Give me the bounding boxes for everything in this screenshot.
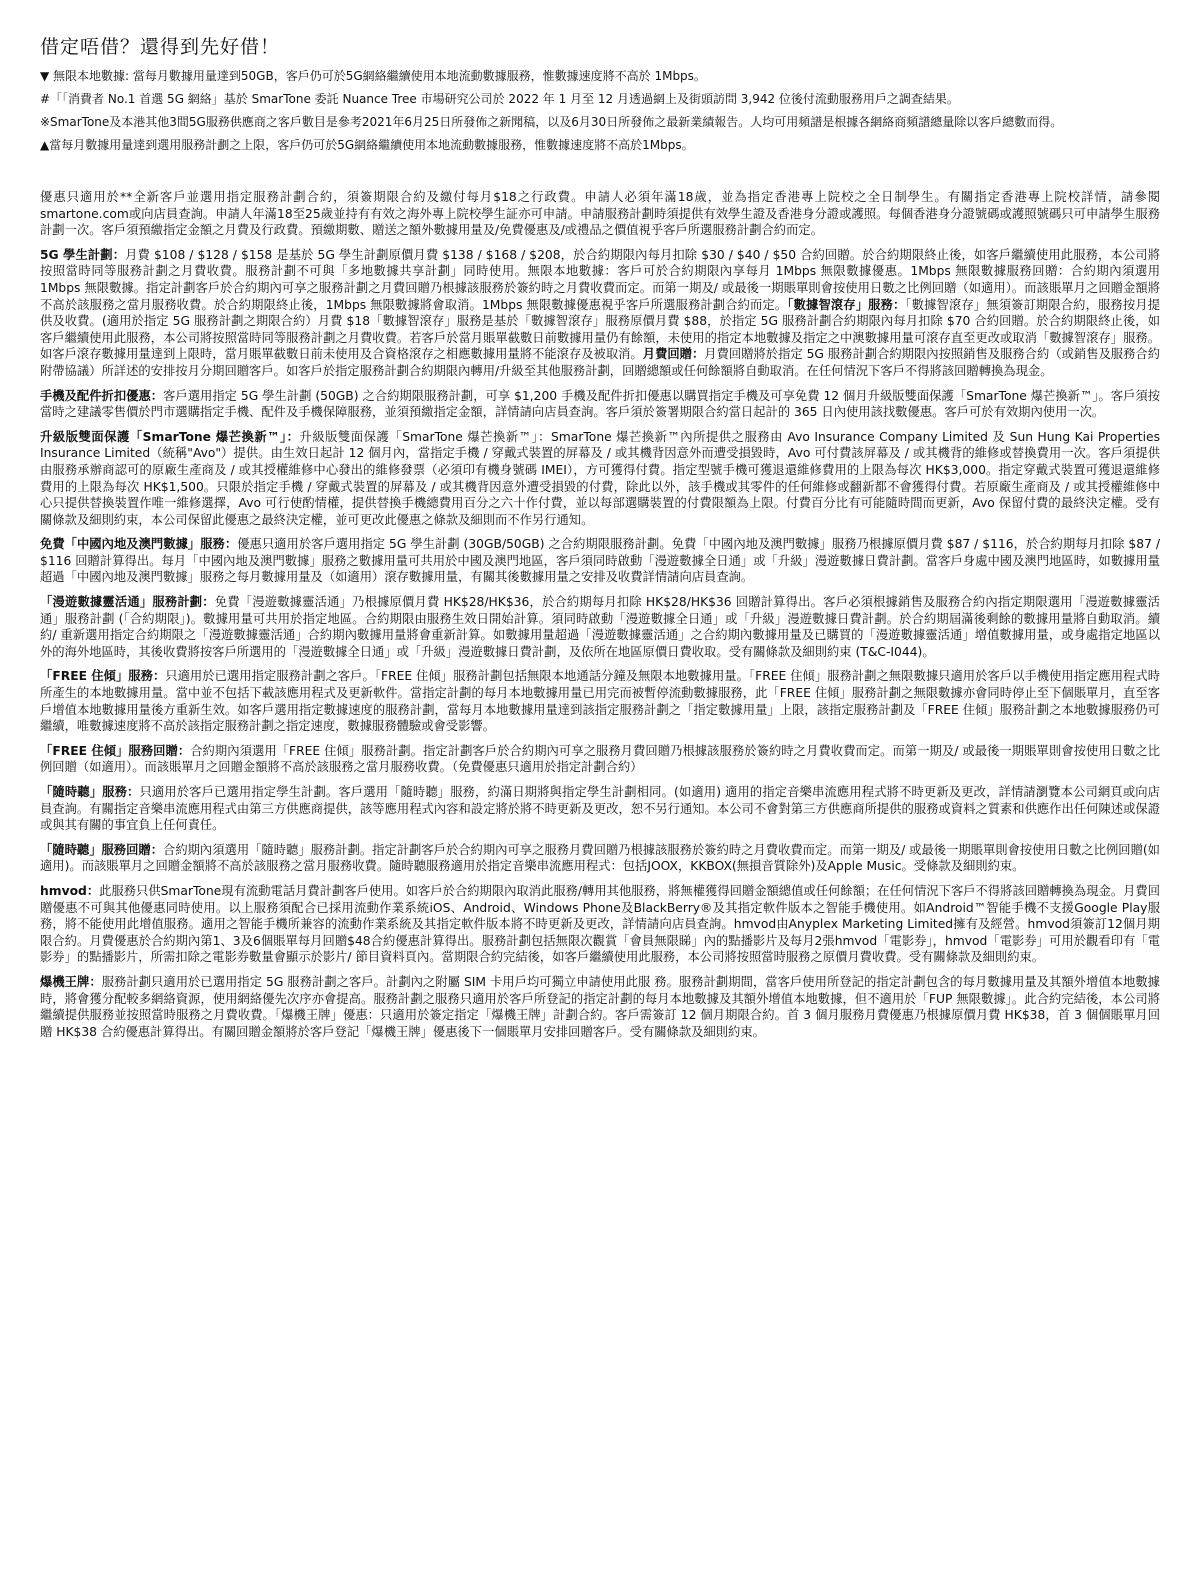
section-heading: 「FREE 住傾」服務回贈： <box>40 743 191 758</box>
footnote-spectrum: ※SmarTone及本港其他3間5G服務供應商之客戶數目是參考2021年6月25日所發佈之新聞稿，以及6月30日所發佈之最新業績報告。人均可用頻譜是根據各網絡商頻譜總量除以客戶總數而得。 <box>40 115 1063 129</box>
section-text: 月費 $108 / $128 / $158 是基於 5G 學生計劃原價月費 $138 / $168 / $208，於合約期限內每月扣除 $30 / $40 / $50 合約回贈。於合約期限終止後，如客戶繼續使用此服務，本公司將按照當時同等服務計劃之月費收費。服務計劃不可與「多地數據共享計劃」同時使用。無限本地數據：客戶可於合約期限內享每月 1Mbps 無限數據優惠。1Mbps 無限數據服務回贈：合約期內須選用 1Mbps 無限數據。指定計劃客戶於合約期內可享之服務計劃之月費回贈乃根據該服務於簽約時之月費收費而定。而第一期及/ 或最後一期賬單則會按使用日數之比例回贈（如適用）。而該賬單月之回贈金額將不高於該服務之當月服務收費。於合約期限終止後，1Mbps 無限數據將會取消。1Mbps 無限數據優惠視乎客戶所選服務計劃合約而定。 <box>40 247 1160 312</box>
section-priority-boost <box>40 974 1160 1040</box>
section-heading: 爆機王牌： <box>40 974 102 989</box>
section-text: 「數據智滾存」無須簽訂期限合約，服務按月提供及收費。(適用於指定 5G 服務計劃之期限合約）月費 $18「數據智滾存」服務是基於「數據智滾存」服務原價月費 $88，於指定 5G 服務計劃合約期限內每月扣除 $70 合約回贈。於合約期限終止後，如客戶繼續使用此服務，本公司將按照當時同等服務計劃之月費收費。若客戶於當月賬單截數日前數據用量仍有餘額，未使用的指定本地數據及指定之中澳數據用量可滾存直至更改或取消「數據智滾存」服務。如客戶滾存數據用量達到上限時，當月賬單截數日前未使用及合資格滾存之相應數據用量將不能滾存及被取消。 <box>40 297 1160 362</box>
footnotes <box>40 67 1160 154</box>
section-text: 客戶選用指定 5G 學生計劃 (50GB) 之合約期限服務計劃，可享 $1,200 手機及配件折扣優惠以購買指定手機及可享免費 12 個月升級版雙面保護「SmarTone 爆芒換新™」。客戶須按當時之建議零售價於門市選購指定手機、配件及手機保障服務，並須預繳指定金額，詳情請向店員查詢。客戶須於簽署期限合約當日起計的 365 日內使用該找數優惠。客戶可於有效期內使用一次。 <box>40 388 1160 420</box>
section-heading: 「隨時聽」服務： <box>40 785 140 799</box>
section-5g-student-plan <box>40 247 1160 380</box>
section-heading: 升級版雙面保護「SmarTone 爆芒換新™」： <box>40 429 300 444</box>
section-text: 升級版雙面保護「SmarTone 爆芒換新™」：SmarTone 爆芒換新™內所提供之服務由 Avo Insurance Company Limited 及 Sun Hung Kai Properties Insurance Limited（統稱"Avo"）提供。由生效日起計 12 個月內，當指定手機 / 穿戴式裝置的屏幕及 / 或其機背因意外而遭受損毀時，Avo 可付費該屏幕及 / 或其機背的維修或替換費用一次。客戶須提供由服務承辦商認可的原廠生產商及 / 或其授權維修中心發出的維修發票（必須印有機身號碼 IMEI），方可獲得付費。指定型號手機可獲退還維修費用的上限為每次 HK$3,000。指定穿戴式裝置可獲退還維修費用的上限為每次 HK$1,500。只限於指定手機 / 穿戴式裝置的屏幕及 / 或其機背因意外遭受損毀的付費，除此以外，該手機或其零件的任何維修或翻新都不會獲得付費。若原廠生產商及 / 或其授權維修中心只提供替換裝置作唯一維修選擇，Avo 可行使酌情權，提供替換手機總費用百分之六十作付費，並以每部選購裝置的付費限額為上限。付費百分比有可能隨時間而更新，Avo 保留付費的最終決定權。受有關條款及細則約束，本公司保留此優惠之最終決定權，並可更改此優惠之條款及細則而不作另行通知。 <box>40 429 1160 527</box>
section-heading: 「隨時聽」服務回贈： <box>40 842 164 857</box>
section-screen-protection <box>40 429 1160 529</box>
section-hmvod <box>40 883 1160 966</box>
section-text: 合約期內須選用「隨時聽」服務計劃。指定計劃客戶於合約期內可享之服務月費回贈乃根據該服務於簽約時之月費收費而定。而第一期及/ 或最後一期賬單則會按使用日數之比例回贈(如適用)。而該賬單月之回贈金額將不高於該服務之當月服務收費。隨時聽服務適用於指定音樂串流應用程式：包括JOOX，KKBOX(無損音質除外)及Apple Music。受條款及細則約束。 <box>40 842 1160 874</box>
section-text: 服務計劃只適用於已選用指定 5G 服務計劃之客戶。計劃內之附屬 SIM 卡用戶均可獨立申請使用此服 務。服務計劃期間，當客戶使用所登記的指定計劃包含的每月數據用量及其額外增值本地數據時，將會獲分配較多網絡資源，使用網絡優先次序亦會提高。服務計劃之服務只適用於客戶所登記的指定計劃的每月本地數據及其額外增值本地數據，但不適用於「FUP 無限數據」。此合約完結後，本公司將繼續提供服務並按照當時服務之月費收費。「爆機王牌」優惠：只適用於簽定指定「爆機王牌」計劃合約。客戶需簽訂 12 個月期限合約。首 3 個月服務月費優惠乃根據原價月費 HK$38，首 3 個個賬單月回贈 HK$38 合約優惠計算得出。有關回贈金額將於客戶登記「爆機王牌」優惠後下一個賬單月安排回贈客戶。受有關條款及細則約束。 <box>40 974 1160 1039</box>
page-title: 借定唔借？還得到先好借！ <box>40 36 281 58</box>
intro-paragraph: 優惠只適用於**全新客戶並選用指定服務計劃合約，須簽期限合約及繳付每月$18之行政費。申請人必須年滿18歲，並為指定香港專上院校之全日制學生。有關指定香港專上院校詳情，請參閱smartone.com或向店員查詢。申請人年滿18至25歲並持有有效之海外專上院校學生証亦可申請。申請服務計劃時須提供有效學生證及香港身分證或護照。每個香港身分證號碼或護照號碼只可申請學生服務計劃一次。客戶須預繳指定金額之月費及行政費。預繳期數、贈送之額外數據用量及/免費優惠及/或禮品之價值視乎客戶所選服務計劃合約而定。 <box>40 190 1160 238</box>
footnote-data-cap: ▲當每月數據用量達到選用服務計劃之上限，客戶仍可於5G網絡繼續使用本地流動數據服務，惟數據速度將不高於1Mbps。 <box>40 138 694 152</box>
section-heading: 月費回贈： <box>642 347 705 362</box>
section-free-chat <box>40 668 1160 734</box>
section-heading: 「FREE 住傾」服務： <box>40 669 166 684</box>
section-china-macau-data <box>40 536 1160 586</box>
footnote-unlimited-data: ▼ 無限本地數據: 當每月數據用量達到50GB，客戶仍可於5G網絡繼續使用本地流動數據服務，惟數據速度將不高於 1Mbps。 <box>40 69 706 83</box>
section-free-chat-rebate <box>40 743 1160 776</box>
footnote-survey: #「「消費者 No.1 首選 5G 網絡」基於 SmarTone 委託 Nuance Tree 市場研究公司於 2022 年 1 月至 12 月透過網上及街頭訪問 3,942 位後付流動服務用戶之調查結果。 <box>40 92 959 106</box>
section-heading: 免費「中國內地及澳門數據」服務： <box>40 537 238 552</box>
section-text: 優惠只適用於客戶選用指定 5G 學生計劃 (30GB/50GB) 之合約期限服務計劃。免費「中國內地及澳門數據」服務乃根據原價月費 $87 / $116，於合約期每月扣除 $87 / $116 回贈計算得出。每月「中國內地及澳門數據」服務之數據用量可共用於中國及澳門地區，客戶須同時啟動「漫遊數據全日通」或「升級」漫遊數據日費計劃。當客戶身處中國及澳門地區時，如數據用量超過「中國內地及澳門數據」服務之每月數據用量及（如適用）滾存數據用量，有關其後數據用量之安排及收費詳情請向店員查詢。 <box>40 537 1160 585</box>
section-text: 免費「漫遊數據靈活通」乃根據原價月費 HK$28/HK$36，於合約期每月扣除 HK$28/HK$36 回贈計算得出。客戶必須根據銷售及服務合約內指定期限選用「漫遊數據靈活通」服務計劃 (「合約期限」)。數據用量可共用於指定地區。合約期限由服務生效日開始計算。須同時啟動「漫遊數據全日通」或「升級」漫遊數據日費計劃。於合約期屆滿後剩餘的數據用量將自動取消。續約/ 重新選用指定合約期限之「漫遊數據靈活通」合約期內數據用量將會重新計算。如數據用量超過「漫遊數據靈活通」之合約期內數據用量及已購買的「漫遊數據靈活通」增值數據用量，或身處指定地區以外的海外地區時，其後收費將按客戶所選用的「漫遊數據全日通」或「升級」漫遊數據日費計劃，及依所在地區原價日費收取。受有關條款及細則約束 (T&C-I044)。 <box>40 595 1160 659</box>
section-heading: 「漫遊數據靈活通」服務計劃： <box>40 595 215 610</box>
section-music-listen-rebate <box>40 842 1160 875</box>
section-heading: 5G 學生計劃： <box>40 247 126 262</box>
section-text: 只適用於已選用指定服務計劃之客戶。「FREE 住傾」服務計劃包括無限本地通話分鐘及無限本地數據用量。「FREE 住傾」服務計劃之無限數據只適用於客戶以手機使用指定應用程式時所產生的本地數據用量。當中並不包括下載該應用程式及更新軟件。當指定計劃的每月本地數據用量已用完而被暫停流動數據服務，此「FREE 住傾」服務計劃之無限數據亦會同時停止至下個賬單月，直至客戶增值本地數據用量後方重新生效。如客戶選用指定數據速度的服務計劃，當每月本地數據用量達到該指定服務計劃之「指定數據用量」上限，該指定服務計劃及「FREE 住傾」服務計劃之本地數據服務仍可繼續，唯數據速度將不高於該指定服務計劃之指定速度，數據服務體驗或會受影響。 <box>40 669 1160 734</box>
section-text: 此服務只供SmarTone現有流動電話月費計劃客戶使用。如客戶於合約期限內取消此服務/轉用其他服務，將無權獲得回贈金額總值或任何餘額；在任何情況下客戶不得將該回贈轉換為現金。月費回贈優惠不可與其他優惠同時使用。以上服務須配合已採用流動作業系統iOS、Android、Windows Phone及BlackBerry®及其指定軟件版本之智能手機使用。如Android™智能手機不支援Google Play服務，將不能使用此增值服務。適用之智能手機所兼容的流動作業系統及其指定軟件版本將不時更新及更改，詳情請向店員查詢。hmvod由Anyplex Marketing Limited擁有及經營。hmvod須簽訂12個月期限合約。月費優惠於合約期內第1、3及6個賬單每月回贈$48合約優惠計算得出。服務計劃包括無限次觀賞「會員無限睇」內的點播影片及每月2張hmvod「電影券」，hmvod「電影券」可用於觀看印有「電影券」的點播影片，所需扣除之電影券數量會顯示於影片/ 節目資料頁內。當期限合約完結後，如客戶繼續使用此服務，本公司將按照當時服務之原價月費收費。受有關條款及細則約束。 <box>40 883 1161 965</box>
section-heading: hmvod： <box>40 883 100 898</box>
section-handset-discount <box>40 388 1160 421</box>
section-text: 只適用於客戶已選用指定學生計劃。客戶選用「隨時聽」服務，約滿日期將與指定學生計劃相同。(如適用) 適用的指定音樂串流應用程式將不時更新及更改，詳情請瀏覽本公司網頁或向店員查詢。有關指定音樂串流應用程式由第三方供應商提供，該等應用程式內容和設定將於將不時更新及更改，恕不另行通知。本公司不會對第三方供應商所提供的服務或資料之質素和供應作出任何陳述或保證或與其有關的事宜負上任何責任。 <box>40 785 1160 833</box>
section-text: 月費回贈將於指定 5G 服務計劃合約期限內按照銷售及服務合約（或銷售及服務合約附帶協議）所詳述的安排按月分期回贈客戶。如客戶於指定服務計劃合約期限內轉用/升級至其他服務計劃，回贈總額或任何餘額將自動取消。在任何情況下客戶不得將該回贈轉換為現金。 <box>40 347 1160 378</box>
section-music-listen <box>40 784 1160 834</box>
section-heading: 手機及配件折扣優惠： <box>40 388 164 403</box>
section-heading: 「數據智滾存」服務： <box>787 297 906 312</box>
section-roaming-data <box>40 594 1160 660</box>
section-text: 合約期內須選用「FREE 住傾」服務計劃。指定計劃客戶於合約期內可享之服務月費回贈乃根據該服務於簽約時之月費收費而定。而第一期及/ 或最後一期賬單則會按使用日數之比例回贈（如適用）。而該賬單月之回贈金額將不高於該服務之當月服務收費。（免費優惠只適用於指定計劃合約） <box>40 743 1160 775</box>
